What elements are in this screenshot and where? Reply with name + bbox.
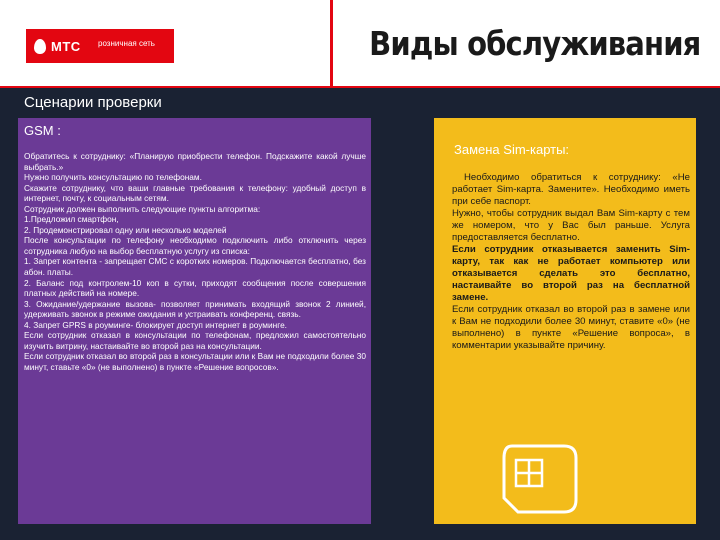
sim-text xyxy=(452,172,690,352)
sim-card-icon xyxy=(498,444,582,514)
header xyxy=(0,0,720,86)
sim-panel xyxy=(434,118,696,524)
gsm-panel xyxy=(18,118,371,524)
mts-logo-icon xyxy=(26,29,94,63)
egg-icon xyxy=(34,39,46,54)
content-area xyxy=(0,86,720,540)
logo-brand: МТС xyxy=(51,38,81,54)
gsm-title: GSM : xyxy=(24,123,61,138)
logo-subtitle: розничная сеть xyxy=(98,39,155,48)
subtitle-bar xyxy=(0,86,720,114)
sim-paragraph-2: Нужно, чтобы сотрудник выдал Вам Sim-карту с тем же номером, что у Вас был раньше. Услуга предоставляется бесплатно. xyxy=(452,208,690,243)
section-subtitle: Сценарии проверки xyxy=(24,94,162,111)
sim-paragraph-1: Необходимо обратиться к сотруднику: «Не работает Sim-карта. Замените». Необходимо иметь при себе паспорт. xyxy=(452,172,690,207)
sim-title: Замена Sim-карты: xyxy=(454,142,570,157)
gsm-text: Обратитесь к сотруднику: «Планирую приобрести телефон. Подскажите какой лучше выбрать.» Нужно получить консультацию по телефонам. Скажите сотруднику, что ваши главные требования к телефону: удобный доступ в интернет, почту, к социальным сетям. Сотрудник должен выполнить следующие пункты алгоритма: 1.Предложил смартфон, 2. Продемонстрировал одну или несколько моделей После консультации по телефону необходимо подключить либо отключить через сотрудника любую на выбор бесплатную услугу из списка: 1. Запрет контента - запрещает СМС с коротких номеров. Подключается бесплатно, без абон. платы. 2. Баланс под контролем-10 коп в сутки, приходят сообщения после совершения платных действий на номере. 3. Ожидание/удержание вызова- позволяет принимать входящий звонок 2 линией, удерживать звонок в режиме ожидания и устраивать конференц. связь. 4. Запрет GPRS в роуминге- блокирует доступ интернет в роуминге. Если сотрудник отказал в консультации по телефонам, предложил самостоятельно изучить витрину, настаивайте во второй раз на консультации. Если сотрудник отказал во второй раз в консультации или к Вам не подходили более 30 минут, ставьте «0» (не выполнено) в пункте «Решение вопросов». xyxy=(24,151,366,372)
sim-paragraph-4: Если сотрудник отказал во второй раз в замене или к Вам не подходили более 30 минут, ставите «0» (не выполнено) в пункте «Решение вопроса», в комментарии указывайте причину. xyxy=(452,304,690,351)
sim-paragraph-3: Если сотрудник отказывается заменить Sim-карту, так как не работает компьютер или отказывается сделать это бесплатно, настаивайте во второй раз на бесплатной замене. xyxy=(452,244,690,303)
header-divider xyxy=(330,0,333,86)
page-title: Виды обслуживания xyxy=(368,24,700,63)
mts-logo xyxy=(26,29,174,63)
